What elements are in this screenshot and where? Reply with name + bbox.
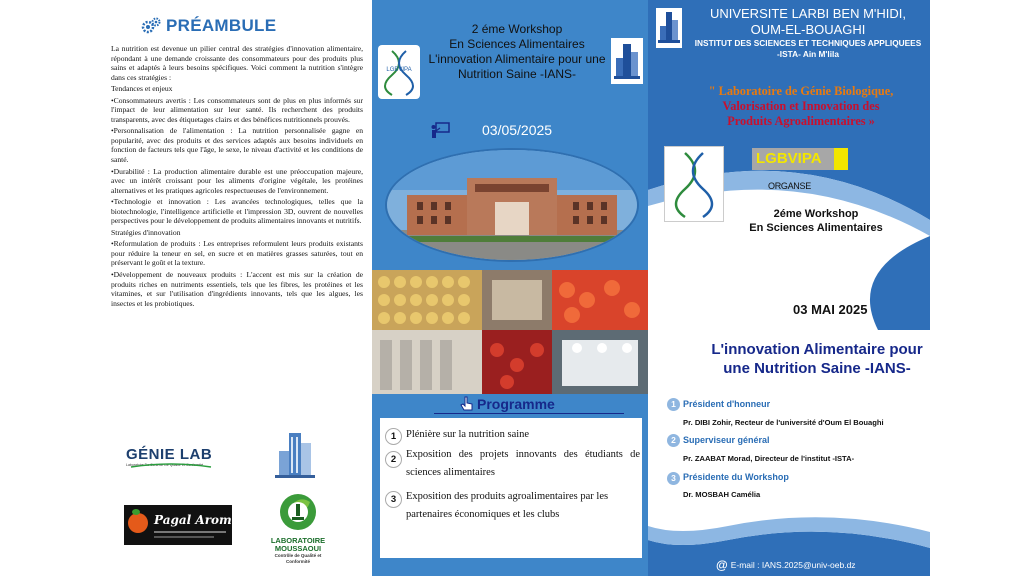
moussaoui-sub: Contrôle de Qualité et Conformité <box>274 553 322 564</box>
hand-pointer-icon <box>459 396 475 412</box>
university-logo-right <box>656 8 682 48</box>
programme-underline <box>434 413 624 414</box>
divider <box>154 536 214 538</box>
gears-icon <box>141 17 161 35</box>
university-city: OUM-EL-BOUAGHI <box>750 22 866 37</box>
role-number: 1 <box>667 398 680 411</box>
campus-photo <box>385 148 639 262</box>
lab-name-line3: Produits Agroalimentaires » <box>727 114 875 128</box>
paragraph-personalisation: •Personnalisation de l'alimentation : La nutrition personnalisée gagne en popularité, avec des produits et des services adaptés aux besoins individuels en fonction de facteurs tels que l'âge, le sexe, le niveau d'activité et les conditions de santé. <box>111 126 363 165</box>
event-date-right: 03 MAI 2025 <box>793 302 868 317</box>
paragraph-technology: •Technologie et innovation : Les avancées technologiques, telles que la biotechnologie, l'intelligence artificielle et l'impression 3D, ouvrent de nouvelles perspectives pour le développement de produits alimentaires innovants et nutritifs. <box>111 197 363 226</box>
lgbvipa-logo-right <box>664 146 724 222</box>
lgbvipa-logo-text: LGBVIPA <box>386 67 412 73</box>
workshop-block <box>746 207 886 235</box>
workshop-field: En Sciences Alimentaires <box>449 37 585 51</box>
event-theme-line1: L'innovation Alimentaire pour <box>711 341 923 358</box>
role-name-supervisor: Pr. ZAABAT Morad, Directeur de l'institut -ISTA- <box>683 454 855 463</box>
lab-badge-text: LGBVIPA <box>756 150 822 167</box>
pagal-aromes-text: Pagal Aromes <box>154 513 247 527</box>
lab-name <box>676 84 926 129</box>
genielab-logo <box>126 446 216 480</box>
workshop-theme-line2: Nutrition Saine -IANS- <box>457 67 577 81</box>
section-strategies: Stratégies d'innovation <box>111 227 181 237</box>
event-date: 03/05/2025 <box>482 122 553 138</box>
preamble-title: PRÉAMBULE <box>166 16 277 35</box>
email-text[interactable]: E-mail : IANS.2025@univ-oeb.dz <box>730 560 856 570</box>
role-name-president: Dr. MOSBAH Camélia <box>683 490 761 499</box>
campus-building-image <box>387 150 637 260</box>
right-panel <box>648 0 930 576</box>
section-trends: Tendances et enjeux <box>111 84 173 94</box>
preamble-header <box>141 16 276 36</box>
programme-item-number: 1 <box>385 428 402 445</box>
preamble-body <box>111 44 363 310</box>
event-theme-line2: une Nutrition Saine -IANS- <box>723 360 911 377</box>
institute-building-logo <box>271 425 317 481</box>
event-theme <box>706 340 928 378</box>
building-icon <box>271 425 317 481</box>
moussaoui-logo <box>266 492 330 570</box>
food-industry-collage <box>372 270 648 394</box>
paragraph-durability: •Durabilité : La production alimentaire durable est une préoccupation majeure, avec un intérêt croissant pour les aliments d'origine végétale, les protéines alternatives et les pratiques agricoles respectueuses de l'environnement. <box>111 166 363 195</box>
organise-label: ORGANSE <box>768 181 811 191</box>
paragraph-consumers: •Consommateurs avertis : Les consommateurs sont de plus en plus informés sur l'impact de leur alimentation sur leur santé. Ils recherchent des produits transparents, avec des étiquetages clairs et des bénéfices nutritionnels prouvés. <box>111 95 363 124</box>
workshop-number: 2éme Workshop <box>773 208 859 220</box>
left-panel <box>96 0 373 576</box>
paragraph-reformulation: •Reformulation de produits : Les entreprises reformulent leurs produits existants pour réduire la teneur en sel, en sucre et en matières grasses saturées, tout en préservant le goût et la texture. <box>111 239 363 268</box>
pagal-aromes-logo <box>124 505 247 545</box>
role-number: 2 <box>667 434 680 447</box>
programme-item-2: Exposition des projets innovants des étudiants de sciences alimentaires <box>406 449 640 478</box>
university-header <box>688 6 928 60</box>
genielab-swoosh-icon <box>126 463 216 469</box>
leaf-icon <box>132 509 140 515</box>
role-title-honour: Président d'honneur <box>683 399 771 409</box>
university-building-icon <box>611 38 643 84</box>
email-at-icon: @ <box>716 558 728 572</box>
institute-location: -ISTA- Ain M'lila <box>777 49 839 59</box>
genielab-logo-sub: Laboratoire De Contrôle De Qualité Et Conformité <box>126 463 204 467</box>
paragraph-new-products: •Développement de nouveaux produits : L'accent est mis sur la création de produits riches en nutriments essentiels, tels que les fibres, les protéines et les vitamines, et sur l'utilisation d'ingrédients innovants, tels que les algues, les insectes et les probiotiques. <box>111 270 363 308</box>
programme-item-1: Plénière sur la nutrition saine <box>406 429 530 440</box>
lab-name-line1: " Laboratoire de Génie Biologique, <box>708 84 894 98</box>
university-building-icon <box>656 8 682 48</box>
lab-badge <box>752 148 847 170</box>
dna-logo <box>665 147 723 221</box>
food-production-image <box>372 270 648 394</box>
middle-title-block <box>412 22 622 82</box>
preamble-intro: La nutrition est devenue un pilier central des stratégies d'innovation alimentaire, répondant à une demande croissante des consommateurs pour des produits plus sains et adaptés à leurs besoins spécifiques. Voici comment la nutrition s'intègre dans ces stratégies : <box>111 44 363 82</box>
moussaoui-text: LABORATOIRE MOUSSAOUI <box>270 536 326 553</box>
workshop-theme-line1: L'innovation Alimentaire pour une <box>428 52 606 66</box>
institute-name: INSTITUT DES SCIENCES ET TECHNIQUES APPLIQUEES <box>694 38 922 48</box>
presentation-icon <box>430 122 450 140</box>
university-logo <box>611 38 643 84</box>
orange-fruit-icon <box>128 513 148 533</box>
programme-item-number: 2 <box>385 451 402 468</box>
contact-email[interactable] <box>716 558 856 572</box>
university-name: UNIVERSITE LARBI BEN M'HIDI, <box>709 6 907 21</box>
lab-name-line2: Valorisation et Innovation des <box>722 99 880 113</box>
programme-box <box>380 418 642 558</box>
microscope-leaf-icon <box>266 492 330 532</box>
role-title-supervisor: Superviseur général <box>683 435 770 445</box>
role-name-honour: Pr. DIBI Zohir, Recteur de l'université d'Oum El Bouaghi <box>683 418 884 427</box>
programme-item-3: Exposition des produits agroalimentaires par les partenaires économiques et les clubs <box>406 491 609 520</box>
genielab-logo-text: GÉNIE LAB <box>126 446 213 463</box>
workshop-number: 2 éme Workshop <box>471 22 563 36</box>
programme-title: Programme <box>477 396 555 412</box>
badge-accent <box>834 148 848 170</box>
divider <box>154 531 226 533</box>
role-title-president: Présidente du Workshop <box>683 472 789 482</box>
middle-panel <box>372 0 648 576</box>
workshop-field: En Sciences Alimentaires <box>749 222 883 234</box>
programme-item-number: 3 <box>385 491 402 508</box>
role-number: 3 <box>667 472 680 485</box>
